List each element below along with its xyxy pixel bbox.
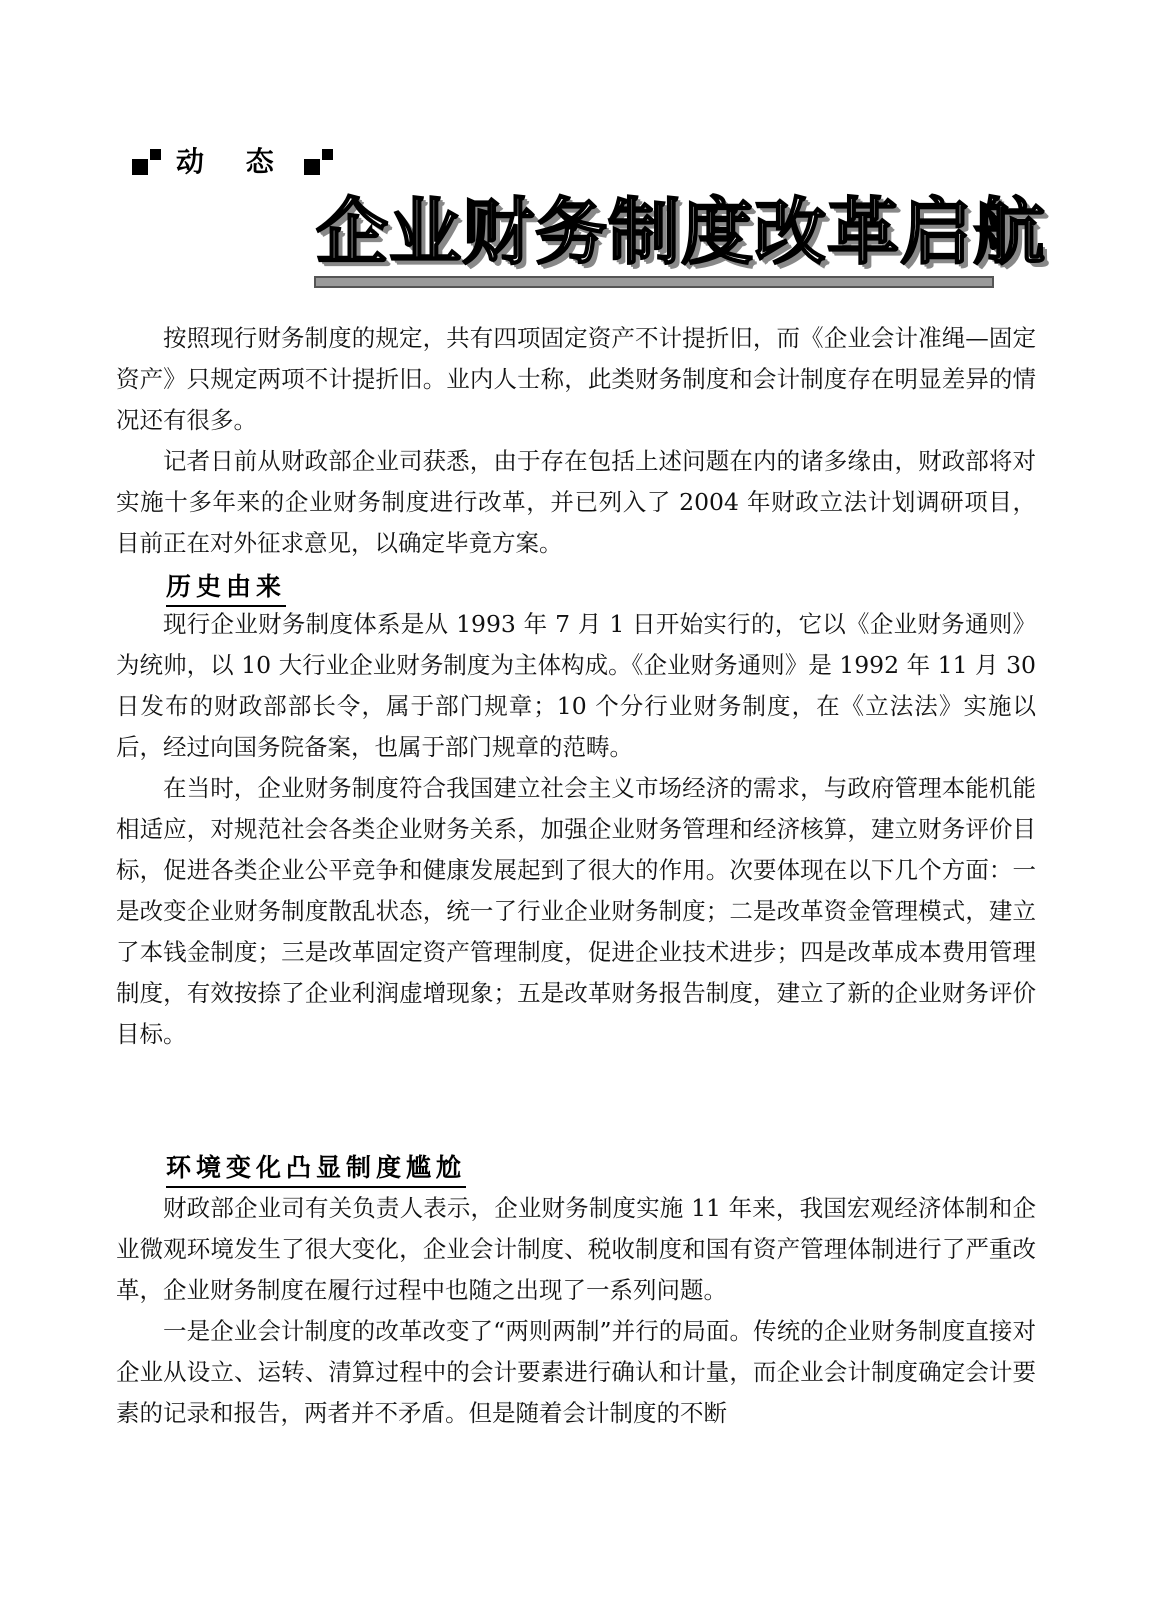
section-heading: 环境变化凸显制度尴尬 <box>166 1151 466 1188</box>
section-body <box>116 604 1036 1055</box>
section-tag-label: 动 态 <box>176 145 290 178</box>
square-ornament-icon <box>132 145 162 175</box>
paragraph: 现行企业财务制度体系是从 1993 年 7 月 1 日开始实行的，它以《企业财务通则》为统帅，以 10 大行业企业财务制度为主体构成。《企业财务通则》是 1992 年 11 月 30 日发布的财政部部长令，属于部门规章；10 个分行业财务制度，在《立法法》实施以后，经过向国务院备案，也属于部门规章的范畴。 <box>116 610 1036 761</box>
intro-block <box>116 318 1036 564</box>
section-tag <box>132 140 334 180</box>
paragraph: 按照现行财务制度的规定，共有四项固定资产不计提折旧，而《企业会计准绳—固定资产》只规定两项不计提折旧。业内人士称，此类财务制度和会计制度存在明显差异的情况还有很多。 <box>116 324 1036 434</box>
paragraph: 在当时，企业财务制度符合我国建立社会主义市场经济的需求，与政府管理本能机能相适应，对规范社会各类企业财务关系，加强企业财务管理和经济核算，建立财务评价目标，促进各类企业公平竞争和健康发展起到了很大的作用。次要体现在以下几个方面：一是改变企业财务制度散乱状态，统一了行业企业财务制度；二是改革资金管理模式，建立了本钱金制度；三是改革固定资产管理制度，促进企业技术进步；四是改革成本费用管理制度，有效按捺了企业利润虚增现象；五是改革财务报告制度，建立了新的企业财务评价目标。 <box>116 774 1036 1048</box>
paragraph: 记者日前从财政部企业司获悉，由于存在包括上述问题在内的诸多缘由，财政部将对实施十多年来的企业财务制度进行改革，并已列入了 2004 年财政立法计划调研项目，目前正在对外征求意见，以确定毕竟方案。 <box>116 447 1036 557</box>
square-ornament-icon <box>304 145 334 175</box>
section-body <box>116 1188 1036 1434</box>
paragraph: 财政部企业司有关负责人表示，企业财务制度实施 11 年来，我国宏观经济体制和企业微观环境发生了很大变化，企业会计制度、税收制度和国有资产管理体制进行了严重改革，企业财务制度在履行过程中也随之出现了一系列问题。 <box>116 1194 1036 1304</box>
section-heading: 历史由来 <box>166 570 286 607</box>
headline-underline <box>314 276 994 288</box>
paragraph: 一是企业会计制度的改革改变了“两则两制”并行的局面。传统的企业财务制度直接对企业从设立、运转、清算过程中的会计要素进行确认和计量，而企业会计制度确定会计要素的记录和报告，两者并不矛盾。但是随着会计制度的不断 <box>116 1317 1036 1427</box>
headline: 企业财务制度改革启航 <box>316 190 1047 274</box>
